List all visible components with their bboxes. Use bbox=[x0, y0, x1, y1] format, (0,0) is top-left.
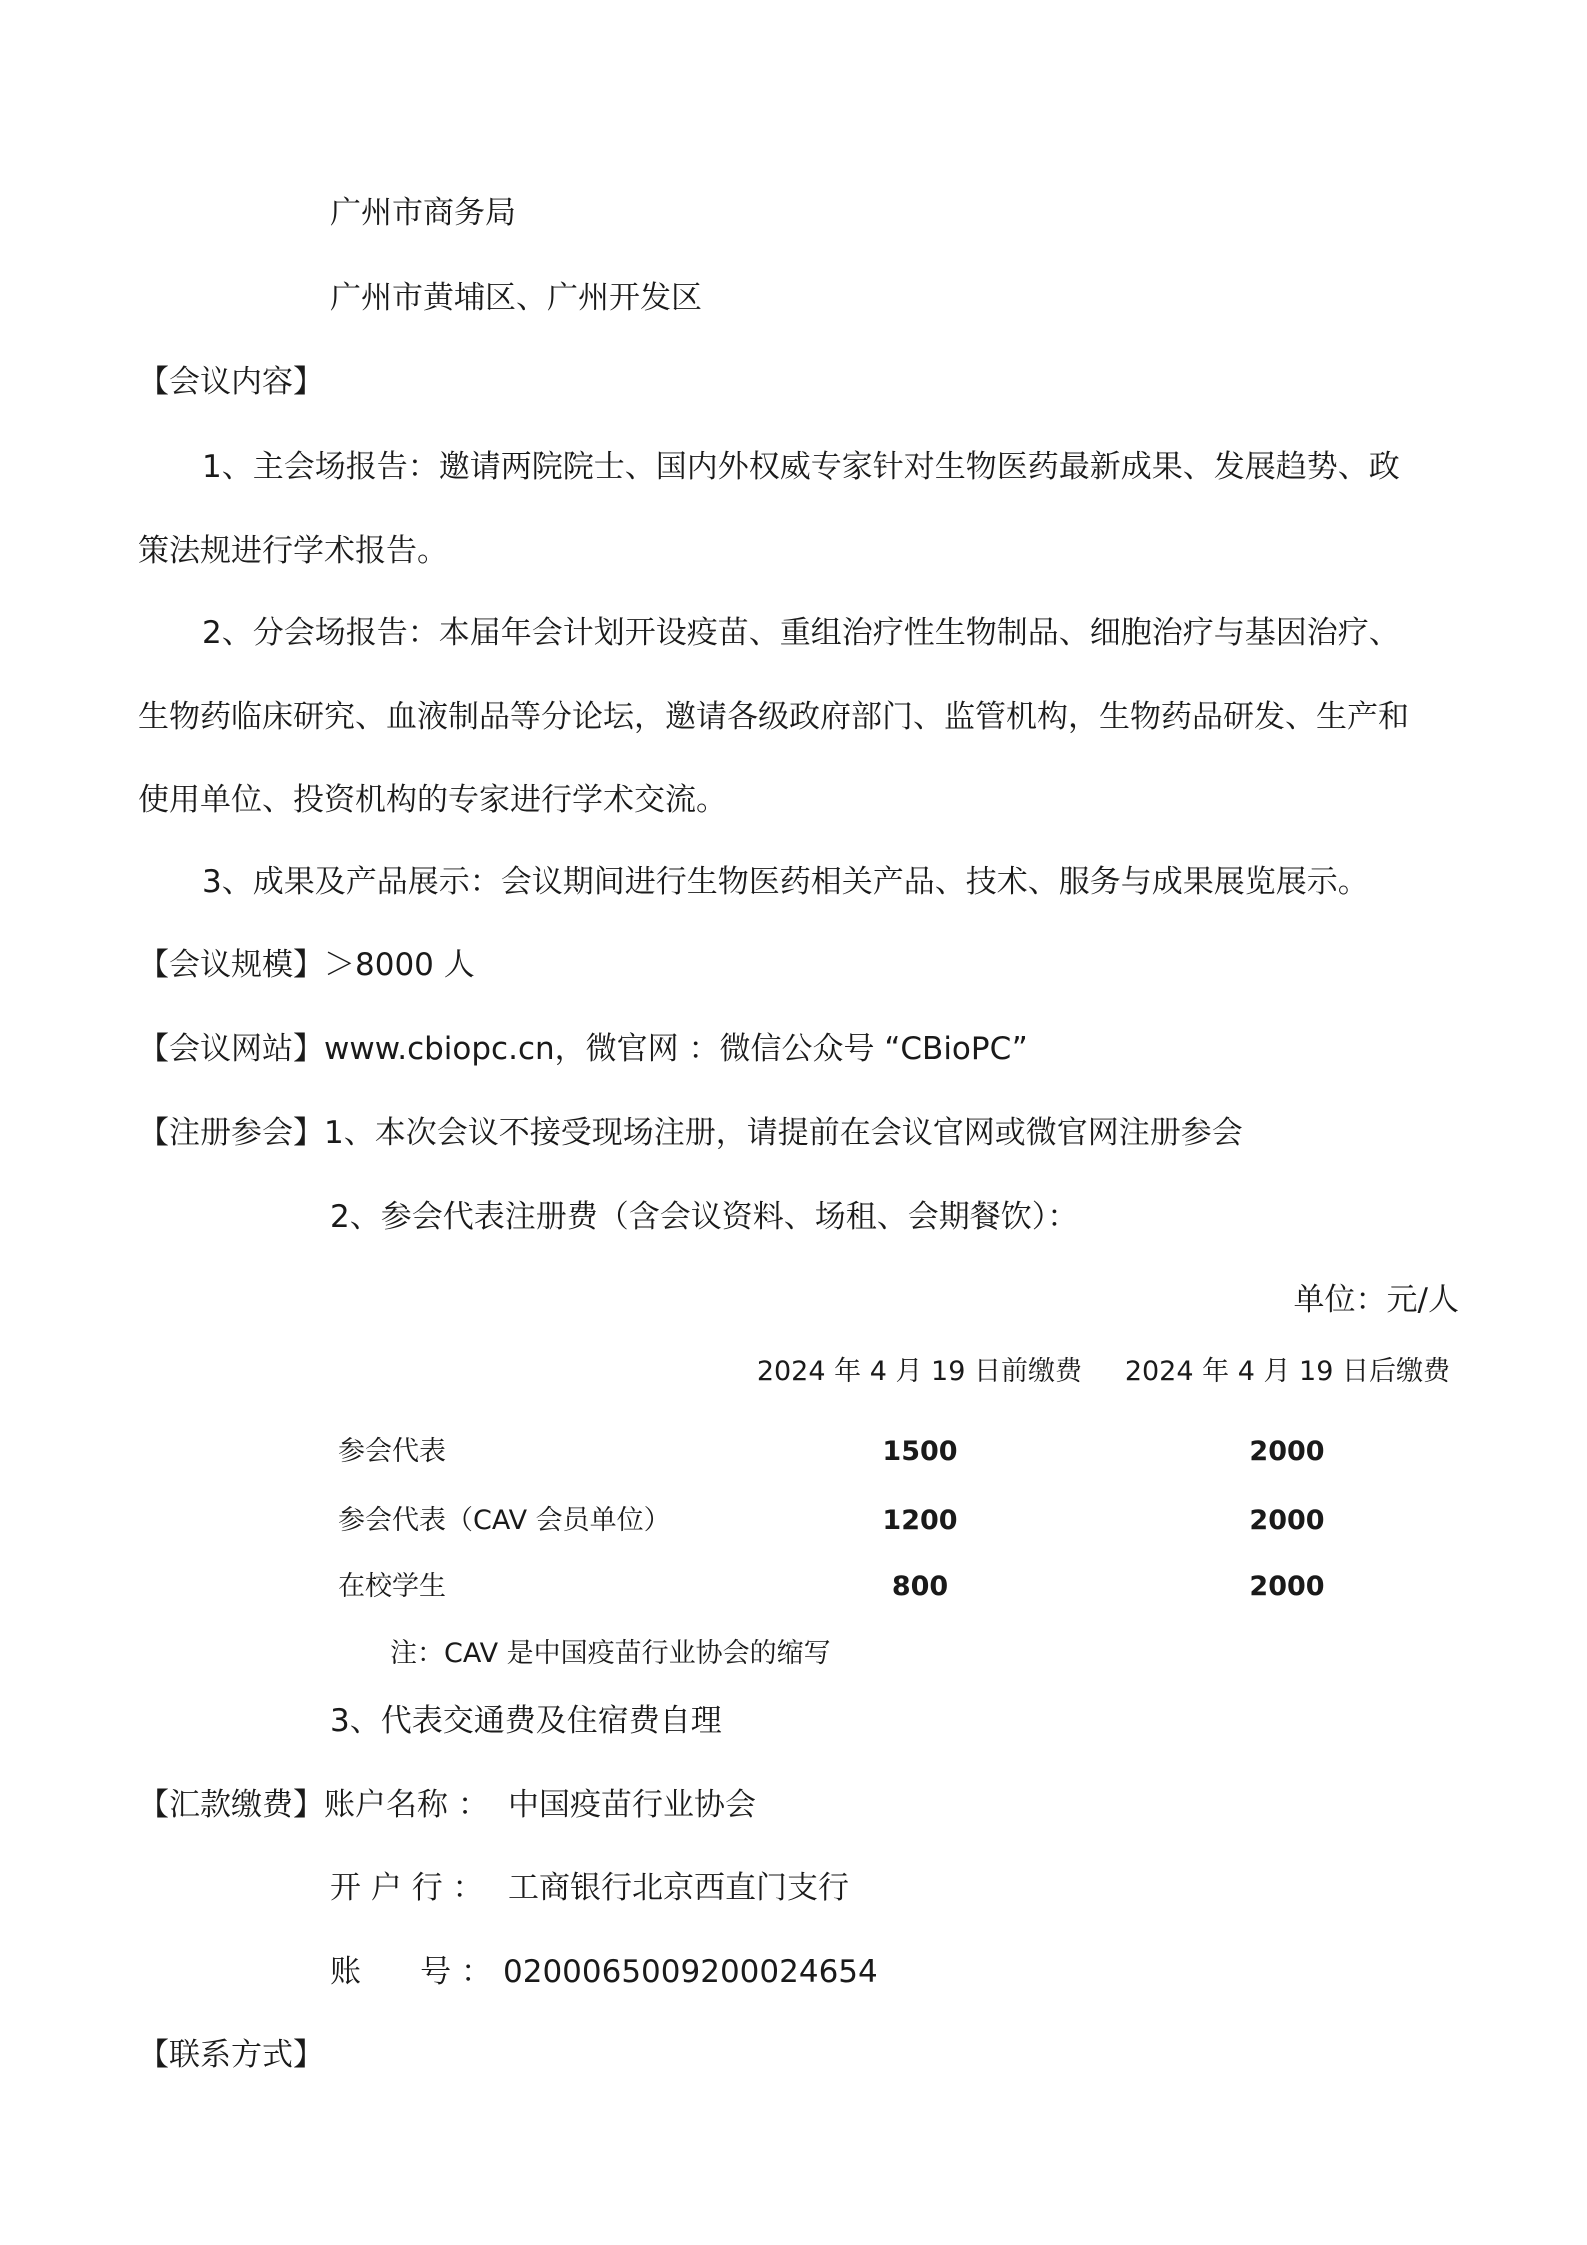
website-heading: 【会议网站】 bbox=[138, 1031, 324, 1067]
content-item1-line2: 策法规进行学术报告。 bbox=[138, 533, 448, 569]
organizer-1: 广州市商务局 bbox=[330, 195, 516, 231]
content-item3: 3、成果及产品展示：会议期间进行生物医药相关产品、技术、服务与成果展览展示。 bbox=[202, 864, 1369, 900]
content-item2-line3: 使用单位、投资机构的专家进行学术交流。 bbox=[138, 782, 727, 818]
registration-heading: 【注册参会】 bbox=[138, 1115, 324, 1151]
registration-row bbox=[138, 1113, 1243, 1153]
fee-header-after: 2024 年 4 月 19 日后缴费 bbox=[1124, 1356, 1450, 1387]
fee-row-before: 1500 bbox=[882, 1436, 958, 1467]
fee-row-after: 2000 bbox=[1249, 1571, 1325, 1602]
fee-note: 注：CAV 是中国疫苗行业协会的缩写 bbox=[390, 1638, 831, 1669]
website-row bbox=[138, 1029, 1028, 1069]
account-value: 0200065009200024654 bbox=[503, 1954, 878, 1990]
registration-item1: 1、本次会议不接受现场注册，请提前在会议官网或微官网注册参会 bbox=[324, 1115, 1243, 1151]
scale-value: ＞8000 人 bbox=[324, 947, 475, 983]
account-name-label: 账户名称 ： bbox=[324, 1787, 489, 1823]
website-value: www.cbiopc.cn，微官网 ：微信公众号 “CBioPC” bbox=[324, 1031, 1028, 1067]
content-item2-line2: 生物药临床研究、血液制品等分论坛，邀请各级政府部门、监管机构，生物药品研发、生产和 bbox=[138, 699, 1409, 735]
fee-unit: 单位：元/人 bbox=[1293, 1282, 1459, 1318]
meeting-content-heading: 【会议内容】 bbox=[138, 364, 324, 400]
scale-heading: 【会议规模】 bbox=[138, 947, 324, 983]
content-item2-line1: 2、分会场报告：本届年会计划开设疫苗、重组治疗性生物制品、细胞治疗与基因治疗、 bbox=[202, 615, 1400, 651]
fee-row-label: 参会代表 bbox=[338, 1436, 446, 1467]
content-item1-line1: 1、主会场报告：邀请两院院士、国内外权威专家针对生物医药最新成果、发展趋势、政 bbox=[202, 449, 1400, 485]
account-name-value: 中国疫苗行业协会 bbox=[508, 1787, 756, 1823]
fee-row-before: 800 bbox=[891, 1571, 949, 1602]
contact-heading: 【联系方式】 bbox=[138, 2037, 324, 2073]
account-label: 账 号 ： bbox=[330, 1954, 492, 1990]
fee-row-before: 1200 bbox=[882, 1505, 958, 1536]
registration-item2: 2、参会代表注册费（含会议资料、场租、会期餐饮）： bbox=[330, 1199, 1079, 1235]
payment-row-name bbox=[138, 1785, 489, 1825]
payment-heading: 【汇款缴费】 bbox=[138, 1787, 324, 1823]
bank-label: 开 户 行 ： bbox=[330, 1870, 484, 1906]
fee-row-label: 在校学生 bbox=[338, 1571, 446, 1602]
scale-row bbox=[138, 945, 475, 985]
fee-row-after: 2000 bbox=[1249, 1505, 1325, 1536]
organizer-2: 广州市黄埔区、广州开发区 bbox=[330, 280, 702, 316]
fee-row-label: 参会代表（CAV 会员单位） bbox=[338, 1505, 671, 1536]
fee-header-before: 2024 年 4 月 19 日前缴费 bbox=[756, 1356, 1082, 1387]
fee-row-after: 2000 bbox=[1249, 1436, 1325, 1467]
bank-value: 工商银行北京西直门支行 bbox=[508, 1870, 849, 1906]
registration-item3: 3、代表交通费及住宿费自理 bbox=[330, 1703, 722, 1739]
